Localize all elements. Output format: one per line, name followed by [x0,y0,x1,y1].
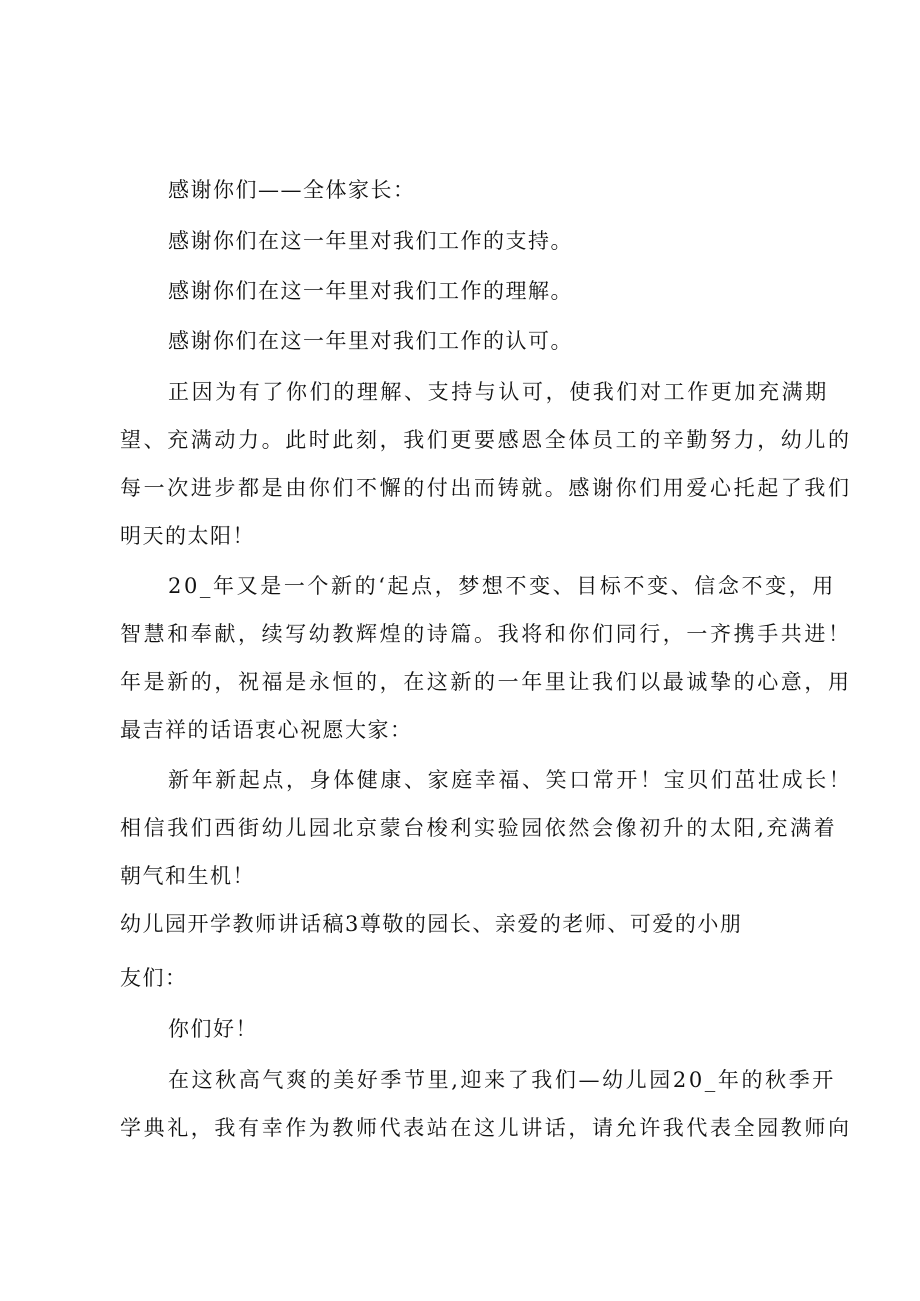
thanks-understanding: 感谢你们在这一年里对我们工作的理解。 [168,279,573,303]
paragraph-4-line-1: 在这秋高气爽的美好季节里,迎来了我们—幼儿园20_年的秋季开 [168,1068,836,1092]
paragraph-3-line-3: 朝气和生机！ [120,864,255,888]
paragraph-1-line-2: 望、充满动力。此时此刻，我们更要感恩全体员工的辛勤努力，幼儿的 [120,428,852,452]
paragraph-2-line-2: 智慧和奉献，续写幼教辉煌的诗篇。我将和你们同行，一齐携手共进！ [120,622,852,646]
speech-title-continuation: 友们： [120,966,188,990]
paragraph-1-line-4: 明天的太阳！ [120,524,255,548]
paragraph-1-line-3: 每一次进步都是由你们不懈的付出而铸就。感谢你们用爱心托起了我们 [120,476,852,500]
paragraph-3-line-2: 相信我们西街幼儿园北京蒙台梭利实验园依然会像初升的太阳,充满着 [120,816,838,840]
paragraph-1-line-1: 正因为有了你们的理解、支持与认可，使我们对工作更加充满期 [168,380,829,404]
paragraph-2-line-4: 最吉祥的话语衷心祝愿大家： [120,718,413,742]
paragraph-3-line-1: 新年新起点，身体健康、家庭幸福、笑口常开！宝贝们茁壮成长！ [168,768,853,792]
paragraph-4-line-2: 学典礼，我有幸作为教师代表站在这儿讲话，请允许我代表全园教师向 [120,1116,852,1140]
thanks-support: 感谢你们在这一年里对我们工作的支持。 [168,229,573,253]
speech-title-line: 幼儿园开学教师讲话稿3尊敬的园长、亲爱的老师、可爱的小朋 [120,912,743,936]
paragraph-2-line-1: 20_年又是一个新的‘起点，梦想不变、目标不变、信念不变，用 [168,574,836,598]
greeting-parents: 感谢你们——全体家长： [168,178,416,202]
hello-line: 你们好！ [168,1017,258,1041]
paragraph-2-line-3: 年是新的，祝福是永恒的，在这新的一年里让我们以最诚挚的心意，用 [120,670,852,694]
thanks-recognition: 感谢你们在这一年里对我们工作的认可。 [168,329,573,353]
